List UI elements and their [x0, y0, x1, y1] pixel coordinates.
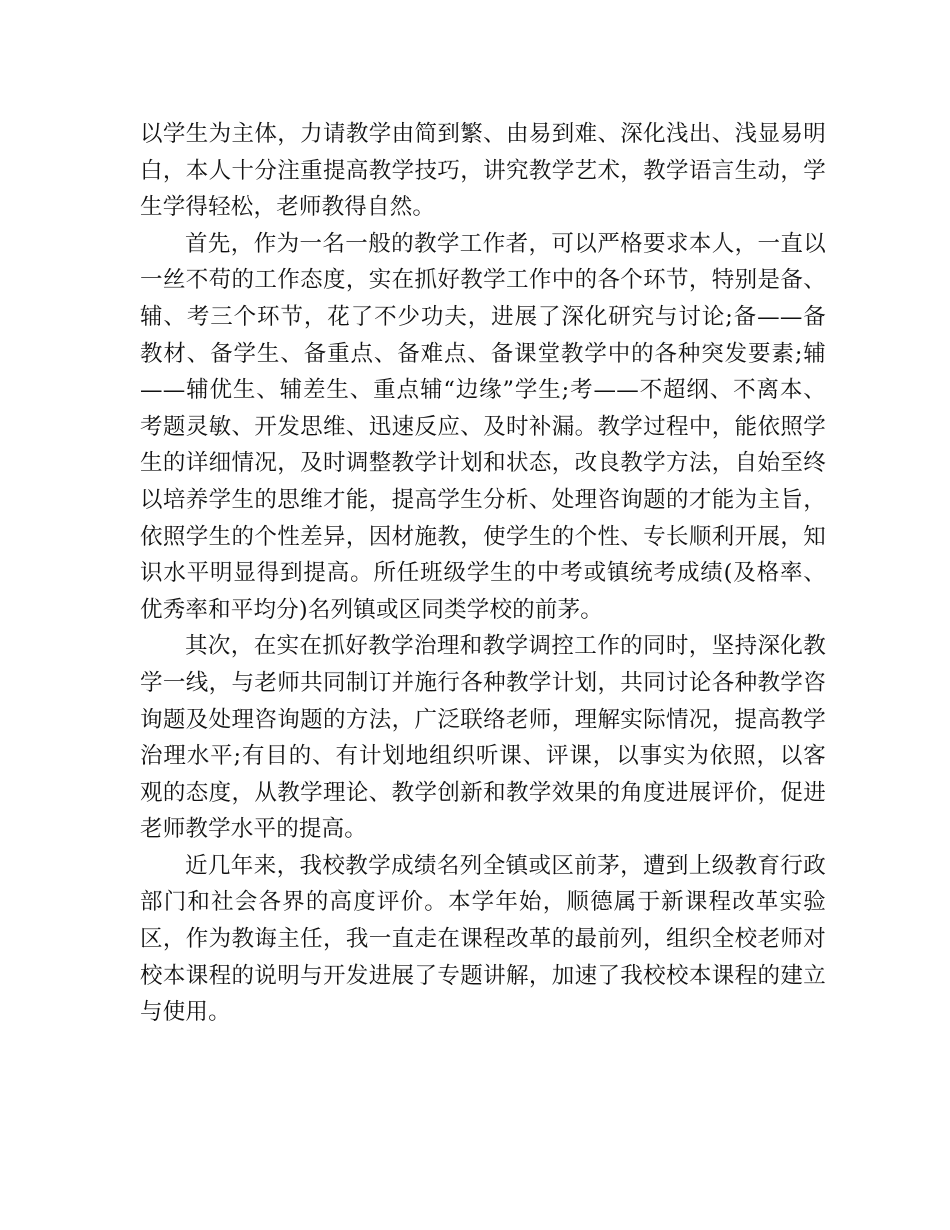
paragraph-2: 首先，作为一名一般的教学工作者，可以严格要求本人，一直以一丝不苟的工作态度，实在抓好教学工作中的各个环节，特别是备、辅、考三个环节，花了不少功夫，进展了深化研究与讨论;备——备教材、备学生、备重点、备难点、备课堂教学中的各种突发要素;辅——辅优生、辅差生、重点辅“边缘”学生;考——不超纲、不离本、考题灵敏、开发思维、迅速反应、及时补漏。教学过程中，能依照学生的详细情况，及时调整教学计划和状态，改良教学方法，自始至终以培养学生的思维才能，提高学生分析、处理咨询题的才能为主旨，依照学生的个性差异，因材施教，使学生的个性、专长顺利开展，知识水平明显得到提高。所任班级学生的中考或镇统考成绩(及格率、优秀率和平均分)名列镇或区同类学校的前茅。	[140, 230, 826, 623]
paragraph-4: 近几年来，我校教学成绩名列全镇或区前茅，遭到上级教育行政部门和社会各界的高度评价。本学年始，顺德属于新课程改革实验区，作为教诲主任，我一直走在课程改革的最前列，组织全校老师对校本课程的说明与开发进展了专题讲解，加速了我校校本课程的建立与使用。	[140, 852, 826, 1026]
paragraph-1: 以学生为主体，力请教学由简到繁、由易到难、深化浅出、浅显易明白，本人十分注重提高教学技巧，讲究教学艺术，教学语言生动，学生学得轻松，老师教得自然。	[140, 121, 826, 221]
document-body	[140, 116, 826, 1031]
paragraph-3: 其次，在实在抓好教学治理和教学调控工作的同时，坚持深化教学一线，与老师共同制订并施行各种教学计划，共同讨论各种教学咨询题及处理咨询题的方法，广泛联络老师，理解实际情况，提高教学治理水平;有目的、有计划地组织听课、评课，以事实为依照，以客观的态度，从教学理论、教学创新和教学效果的角度进展评价，促进老师教学水平的提高。	[140, 633, 826, 843]
